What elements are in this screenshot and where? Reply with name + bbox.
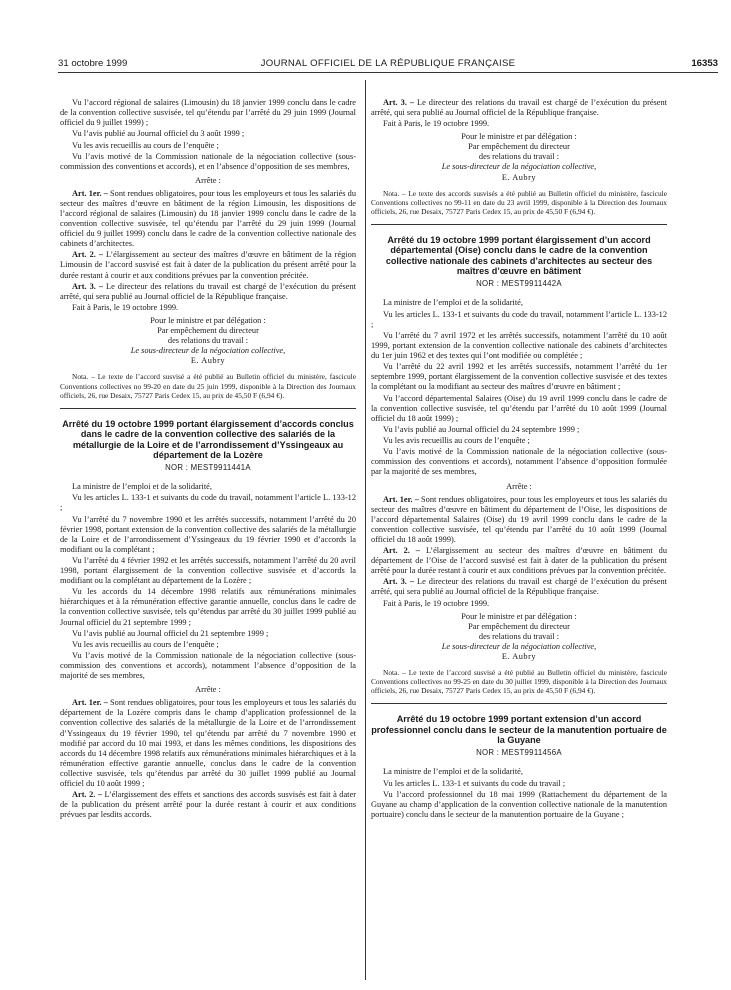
- nota: Nota. – Le texte de l’accord susvisé a été publié au Bulletin officiel du ministère, fascicule Conventions collectives no 99-25 en date du 30 juillet 1999, disponible à la Direction des Journaux officiels, 26, rue Desaix, 75727 Paris Cedex 15, au prix de 45,50 F (6,94 €).: [371, 667, 667, 696]
- article-label: Art. 1er. –: [72, 698, 108, 708]
- article-2: [60, 250, 356, 280]
- paragraph: Vu l’avis publié au Journal officiel du 3 août 1999 ;: [72, 129, 245, 139]
- paragraph: La ministre de l’emploi et de la solidarité,: [72, 482, 212, 492]
- signature-block: [371, 132, 667, 182]
- decree-title: Arrêté du 19 octobre 1999 portant élargissement d’un accord départemental (Oise) conclu dans le cadre de la convention collective nationale des cabinets d’architectes au secteur des maîtres d’œuvre en bâtiment: [385, 235, 653, 277]
- article-label: Art. 1er. –: [72, 188, 108, 198]
- signature-line: Pour le ministre et par délégation :: [461, 132, 577, 142]
- paragraph: La ministre de l’emploi et de la solidarité,: [383, 767, 523, 777]
- signatory-name: E. Aubry: [501, 651, 537, 661]
- article-3: [371, 98, 667, 118]
- article-1: [60, 698, 356, 788]
- paragraph: Vu l’arrêté du 4 février 1992 et les arrêtés successifs, notamment l’arrêté du 20 avril 1998, portant élargissement de la convention collective susvisée et d’accords la modifiant ou la complétant au département de la Lozère ;: [60, 556, 356, 586]
- signature-line: Le sous-directeur de la négociation collective,: [130, 346, 286, 356]
- separator: [60, 408, 356, 409]
- header-rule: [58, 72, 718, 73]
- article-1: [60, 189, 356, 249]
- article-text: L’élargissement au secteur des maîtres d’œuvre en bâtiment du département de l’Oise de l’accord susvisé est fait à dater de la publication du présent arrêté pour la durée restant à courir et aux conditions prévues par la convention précitée.: [371, 545, 667, 576]
- article-text: Le directeur des relations du travail est chargé de l’exécution du présent arrêté, qui sera publié au Journal officiel de la République française.: [60, 281, 356, 301]
- article-1: [371, 495, 667, 545]
- separator: [371, 703, 667, 704]
- paragraph: Vu l’avis motivé de la Commission nationale de la négociation collective (sous-commission des conventions et accords), notamment l’absence d’opposition formulée par la majorité de ses membres,: [371, 447, 667, 477]
- article-text: L’élargissement des effets et sanctions des accords susvisés est fait à dater de la publication du présent arrêté pour la durée restant à courir et aux conditions prévues par lesdits accords.: [60, 790, 356, 820]
- paragraph: Vu les articles L. 133-1 et suivants du code du travail, notamment l’article L. 133-12 ;: [371, 309, 667, 329]
- paragraph: Vu l’avis motivé de la Commission nationale de la négociation collective (sous-commission des conventions et accords), et en l’absence d’opposition de ses membres,: [60, 151, 356, 171]
- paragraph: Vu l’arrêté du 7 avril 1972 et les arrêtés successifs, notamment l’arrêté du 10 août 1999, portant extension de la convention collective nationale des cabinets d’architectes du 1er juin 1962 et des textes qui l’ont modifiée ou complétée ;: [371, 330, 667, 361]
- signature-line: des relations du travail :: [167, 336, 249, 346]
- paragraph: Vu l’accord professionnel du 18 mai 1999 (Rattachement du département de la Guyane au champ d’application de la convention collective nationale de la manutention portuaire) conclu dans le secteur de la manutention portuaire de la Guyane ;: [371, 789, 667, 819]
- article-text: Le directeur des relations du travail est chargé de l’exécution du présent arrêté, qui sera publié au Journal officiel de la République française.: [371, 98, 667, 118]
- paragraph: Vu les avis recueillis au cours de l’enquête ;: [72, 140, 219, 150]
- article-text: L’élargissement au secteur des maîtres d’œuvre en bâtiment de la région Limousin de l’accord susvisé est fait à dater de la publication du présent arrêté pour la durée restant à courir et aux conditions prévues par la convention précitée.: [60, 250, 357, 280]
- fait-line: Fait à Paris, le 19 octobre 1999.: [383, 119, 490, 129]
- paragraph: Vu les accords du 14 décembre 1998 relatifs aux rémunérations minimales hiérarchiques et à la rémunération effective garantie annuelle, conclus dans le cadre de la convention collective susvisée, tels qu’étendus par arrêté du 30 juillet 1999 publié au Journal officiel du 21 septembre 1999 ;: [60, 587, 356, 627]
- nota: Nota. – Le texte de l’accord susvisé a été publié au Bulletin officiel du ministère, fascicule Conventions collectives no 99-20 en date du 25 juin 1999, disponible à la Direction des Journaux officiels, 26, rue Desaix, 75727 Paris Cedex 15, au prix de 45,50 F (6,94 €).: [60, 372, 356, 400]
- column-divider: [365, 80, 366, 980]
- signature-line: des relations du travail :: [478, 631, 560, 641]
- arrete-heading: Arrête :: [506, 481, 532, 491]
- paragraph: Vu l’accord régional de salaires (Limousin) du 18 janvier 1999 conclu dans le cadre de la convention collective susvisée, tel qu’étendu par l’arrêté du 29 juin 1999 (Journal officiel du 9 juillet 1999) ;: [60, 98, 356, 128]
- signature-line: Le sous-directeur de la négociation collective,: [441, 641, 597, 651]
- paragraph: Vu les articles L. 133-1 et suivants du code du travail, notamment l’article L. 133-12 ;: [60, 493, 356, 513]
- paragraph: Vu l’avis publié au Journal officiel du 21 septembre 1999 ;: [72, 628, 269, 638]
- article-3: [60, 282, 356, 302]
- decree-title: Arrêté du 19 octobre 1999 portant extension d’un accord professionnel conclu dans le secteur de la manutention portuaire de la Guyane: [371, 714, 667, 746]
- page-header: [58, 58, 718, 72]
- paragraph: Vu les articles L. 133-1 et suivants du code du travail ;: [383, 778, 566, 788]
- nor-code: NOR : MEST9911456A: [476, 748, 562, 758]
- arrete-heading: Arrête :: [195, 685, 221, 695]
- article-2: [60, 790, 356, 820]
- right-column: [371, 98, 667, 821]
- article-text: Le directeur des relations du travail est chargé de l’exécution du présent arrêté, qui sera publié au Journal officiel de la République française.: [371, 577, 667, 597]
- signatory-name: E. Aubry: [501, 172, 537, 182]
- article-label: Art. 2. –: [72, 250, 104, 260]
- fait-line: Fait à Paris, le 19 octobre 1999.: [72, 303, 179, 313]
- article-label: Art. 1er. –: [383, 494, 419, 504]
- signature-line: Par empêchement du directeur: [157, 326, 259, 336]
- paragraph: Vu les avis recueillis au cours de l’enquête ;: [72, 639, 219, 649]
- separator: [371, 224, 667, 225]
- paragraph: Vu l’avis motivé de la Commission nationale de la négociation collective (sous-commission des conventions et accords), notamment l’absence d’opposition de la majorité de ses membres,: [60, 651, 356, 681]
- header-date: 31 octobre 1999: [58, 58, 128, 69]
- signature-line: des relations du travail :: [478, 152, 560, 162]
- signature-line: Par empêchement du directeur: [468, 621, 570, 631]
- article-text: Sont rendues obligatoires, pour tous les employeurs et tous les salariés du secteur des maîtres d’œuvre en bâtiment du département de l’Oise, les dispositions de l’accord départemental Salaires (Oise) du 19 avril 1999 conclu dans le cadre de la convention collective susvisée, tel qu’étendu par l’arrêté du 10 août 1999 (Journal officiel du 18 août 1999).: [371, 494, 667, 544]
- paragraph: Vu l’arrêté du 22 avril 1992 et les arrêtés successifs, notamment l’arrêté du 1er septembre 1999, portant élargissement de la convention collective susvisée et des textes la complétant ou la modifiant au secteur des maîtres d’œuvre en bâtiment ;: [371, 362, 667, 392]
- signatory-name: E. Aubry: [190, 356, 226, 366]
- fait-line: Fait à Paris, le 19 octobre 1999.: [383, 598, 490, 608]
- signature-block: [371, 612, 667, 662]
- nor-code: NOR : MEST9911441A: [165, 463, 251, 473]
- paragraph: Vu l’accord départemental Salaires (Oise) du 19 avril 1999 conclu dans le cadre de la convention collective susvisée, tel qu’étendu par l’arrêté du 10 août 1999 (Journal officiel du 18 août 1999) ;: [371, 393, 667, 423]
- article-label: Art. 3. –: [383, 98, 414, 107]
- signature-line: Par empêchement du directeur: [468, 142, 570, 152]
- article-label: Art. 3. –: [72, 281, 103, 291]
- paragraph: Vu les avis recueillis au cours de l’enquête ;: [383, 436, 530, 446]
- signature-line: Le sous-directeur de la négociation collective,: [441, 162, 597, 172]
- signature-line: Pour le ministre et par délégation :: [461, 611, 577, 621]
- arrete-heading: Arrête :: [195, 175, 221, 185]
- header-page-number: 16353: [691, 58, 718, 69]
- article-label: Art. 2. –: [383, 545, 420, 555]
- signature-block: [60, 316, 356, 366]
- nor-code: NOR : MEST9911442A: [476, 279, 562, 289]
- article-3: [371, 577, 667, 597]
- article-label: Art. 3. –: [383, 577, 414, 587]
- decree-title: Arrêté du 19 octobre 1999 portant élargissement d’accords conclus dans le cadre de la convention collective des salariés de la métallurgie de la Loire et de l’arrondissement d’Yssingeaux au département de la Lozère: [62, 418, 354, 460]
- nota: Nota. – Le texte des accords susvisés a été publié au Bulletin officiel du ministère, fascicule Conventions collectives no 99-11 en date du 23 avril 1999, disponible à la Direction des Journaux officiels, 26, rue Desaix, 75727 Paris Cedex 15, au prix de 45,50 F (6,94 €).: [371, 188, 667, 216]
- article-label: Art. 2. –: [72, 790, 102, 799]
- signature-line: Pour le ministre et par délégation :: [150, 316, 266, 326]
- article-text: Sont rendues obligatoires, pour tous les employeurs et tous les salariés du secteur des maîtres d’œuvre en bâtiment de la région Limousin, les dispositions de l’accord régional de salaires (Limousin) du 18 janvier 1999 conclu dans le cadre de la convention collective susvisée, tel qu’étendu par l’arrêté du 29 juin 1999 (Journal officiel du 9 juillet 1999) conclu dans le cadre de la convention collective nationale des cabinets d’architectes.: [60, 188, 356, 249]
- left-column: [60, 98, 356, 821]
- paragraph: La ministre de l’emploi et de la solidarité,: [383, 298, 523, 308]
- paragraph: Vu l’arrêté du 7 novembre 1990 et les arrêtés successifs, notamment l’arrêté du 20 février 1998, portant extension de la convention collective des salariés de la métallurgie de la Loire et de l’arrondissement d’Yssingeaux du 19 février 1990 et d’accords la modifiant ou la complétant ;: [60, 514, 356, 554]
- article-text: Sont rendues obligatoires, pour tous les employeurs et tous les salariés du département de la Lozère compris dans le champ d’application professionnel de la convention collective des salariés de la métallurgie de la Loire et de l’arrondissement d’Yssingeaux du 19 février 1990, tel qu’étendu par arrêté du 7 novembre 1990 et modifié par accord du 10 mai 1993, et dans les mêmes conditions, les dispositions des accords du 14 décembre 1998 relatifs aux rémunérations minimales hiérarchiques et à la rémunération effective garantie annuelle, conclus dans le cadre de la convention collective susvisée, tels qu’étendus par arrêté du 30 juillet 1999 publié au Journal officiel du 10 août 1999 ;: [60, 698, 356, 788]
- paragraph: Vu l’avis publié au Journal officiel du 24 septembre 1999 ;: [383, 424, 580, 434]
- article-2: [371, 546, 667, 576]
- header-journal-title: JOURNAL OFFICIEL DE LA RÉPUBLIQUE FRANÇAISE: [260, 58, 516, 69]
